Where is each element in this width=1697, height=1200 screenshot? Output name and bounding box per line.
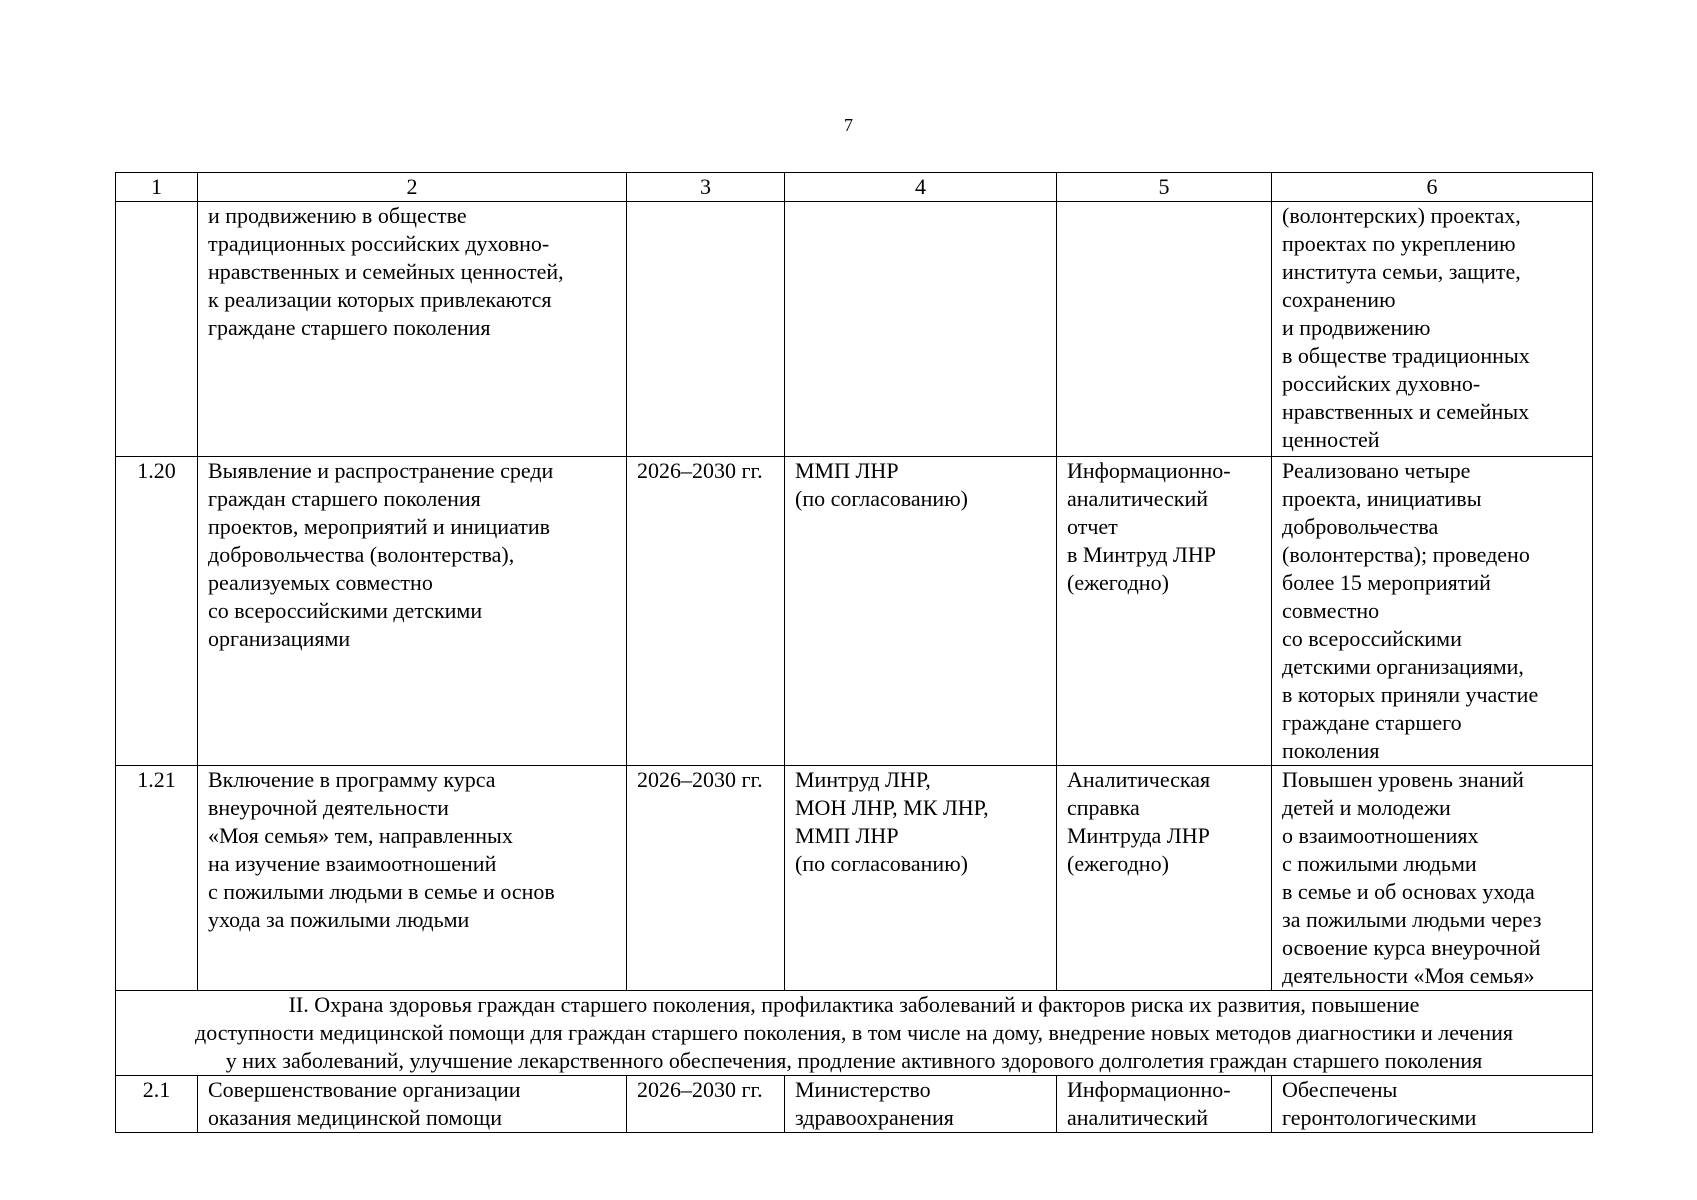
result-cell: Реализовано четыре проекта, инициативы добровольчества (волонтерства); проведено более 15 мероприятий совместно со всероссийскими детскими организациями, в которых приняли участие граждане старшего поколения bbox=[1272, 457, 1593, 766]
result-cell: Повышен уровень знаний детей и молодежи о взаимоотношениях с пожилыми людьми в семье и об основах ухода за пожилыми людьми через освоение курса внеурочной деятельности «Моя семья» bbox=[1272, 766, 1593, 991]
measure-cell: и продвижению в обществе традиционных российских духовно- нравственных и семейных ценностей, к реализации которых привлекаются граждане старшего поколения bbox=[198, 202, 627, 457]
period-cell: 2026–2030 гг. bbox=[627, 1076, 785, 1133]
row-number: 2.1 bbox=[116, 1076, 198, 1133]
table-header-row bbox=[116, 173, 1593, 202]
period-cell: 2026–2030 гг. bbox=[627, 766, 785, 991]
column-header: 2 bbox=[198, 173, 627, 202]
table-row bbox=[116, 766, 1593, 991]
result-cell: (волонтерских) проектах, проектах по укреплению института семьи, защите, сохранению и продвижению в обществе традиционных российских духовно- нравственных и семейных ценностей bbox=[1272, 202, 1593, 457]
measure-cell: Включение в программу курса внеурочной деятельности «Моя семья» тем, направленных на изучение взаимоотношений с пожилыми людьми в семье и основ ухода за пожилыми людьми bbox=[198, 766, 627, 991]
column-header: 3 bbox=[627, 173, 785, 202]
page-number: 7 bbox=[844, 115, 853, 135]
executor-cell: ММП ЛНР (по согласованию) bbox=[785, 457, 1057, 766]
executor-cell bbox=[785, 202, 1057, 457]
report-cell bbox=[1057, 202, 1272, 457]
column-header: 4 bbox=[785, 173, 1057, 202]
section-heading: II. Охрана здоровья граждан старшего поколения, профилактика заболеваний и факторов риска их развития, повышение доступности медицинской помощи для граждан старшего поколения, в том числе на дому, внедрение новых методов диагностики и лечения у них заболеваний, улучшение лекарственного обеспечения, продление активного здорового долголетия граждан старшего поколения bbox=[116, 991, 1593, 1076]
row-number: 1.21 bbox=[116, 766, 198, 991]
column-header: 5 bbox=[1057, 173, 1272, 202]
row-number bbox=[116, 202, 198, 457]
executor-cell: Минтруд ЛНР, МОН ЛНР, МК ЛНР, ММП ЛНР (по согласованию) bbox=[785, 766, 1057, 991]
table-row bbox=[116, 202, 1593, 457]
table-row bbox=[116, 457, 1593, 766]
report-cell: Информационно- аналитический отчет в Минтруд ЛНР (ежегодно) bbox=[1057, 457, 1272, 766]
column-header: 1 bbox=[116, 173, 198, 202]
column-header: 6 bbox=[1272, 173, 1593, 202]
report-cell: Аналитическая справка Минтруда ЛНР (ежегодно) bbox=[1057, 766, 1272, 991]
measure-cell: Совершенствование организации оказания медицинской помощи bbox=[198, 1076, 627, 1133]
measures-table bbox=[115, 172, 1593, 1133]
period-cell bbox=[627, 202, 785, 457]
result-cell: Обеспечены геронтологическими bbox=[1272, 1076, 1593, 1133]
section-row bbox=[116, 991, 1593, 1076]
measure-cell: Выявление и распространение среди граждан старшего поколения проектов, мероприятий и инициатив добровольчества (волонтерства), реализуемых совместно со всероссийскими детскими организациями bbox=[198, 457, 627, 766]
executor-cell: Министерство здравоохранения bbox=[785, 1076, 1057, 1133]
report-cell: Информационно- аналитический bbox=[1057, 1076, 1272, 1133]
table-row bbox=[116, 1076, 1593, 1133]
period-cell: 2026–2030 гг. bbox=[627, 457, 785, 766]
row-number: 1.20 bbox=[116, 457, 198, 766]
